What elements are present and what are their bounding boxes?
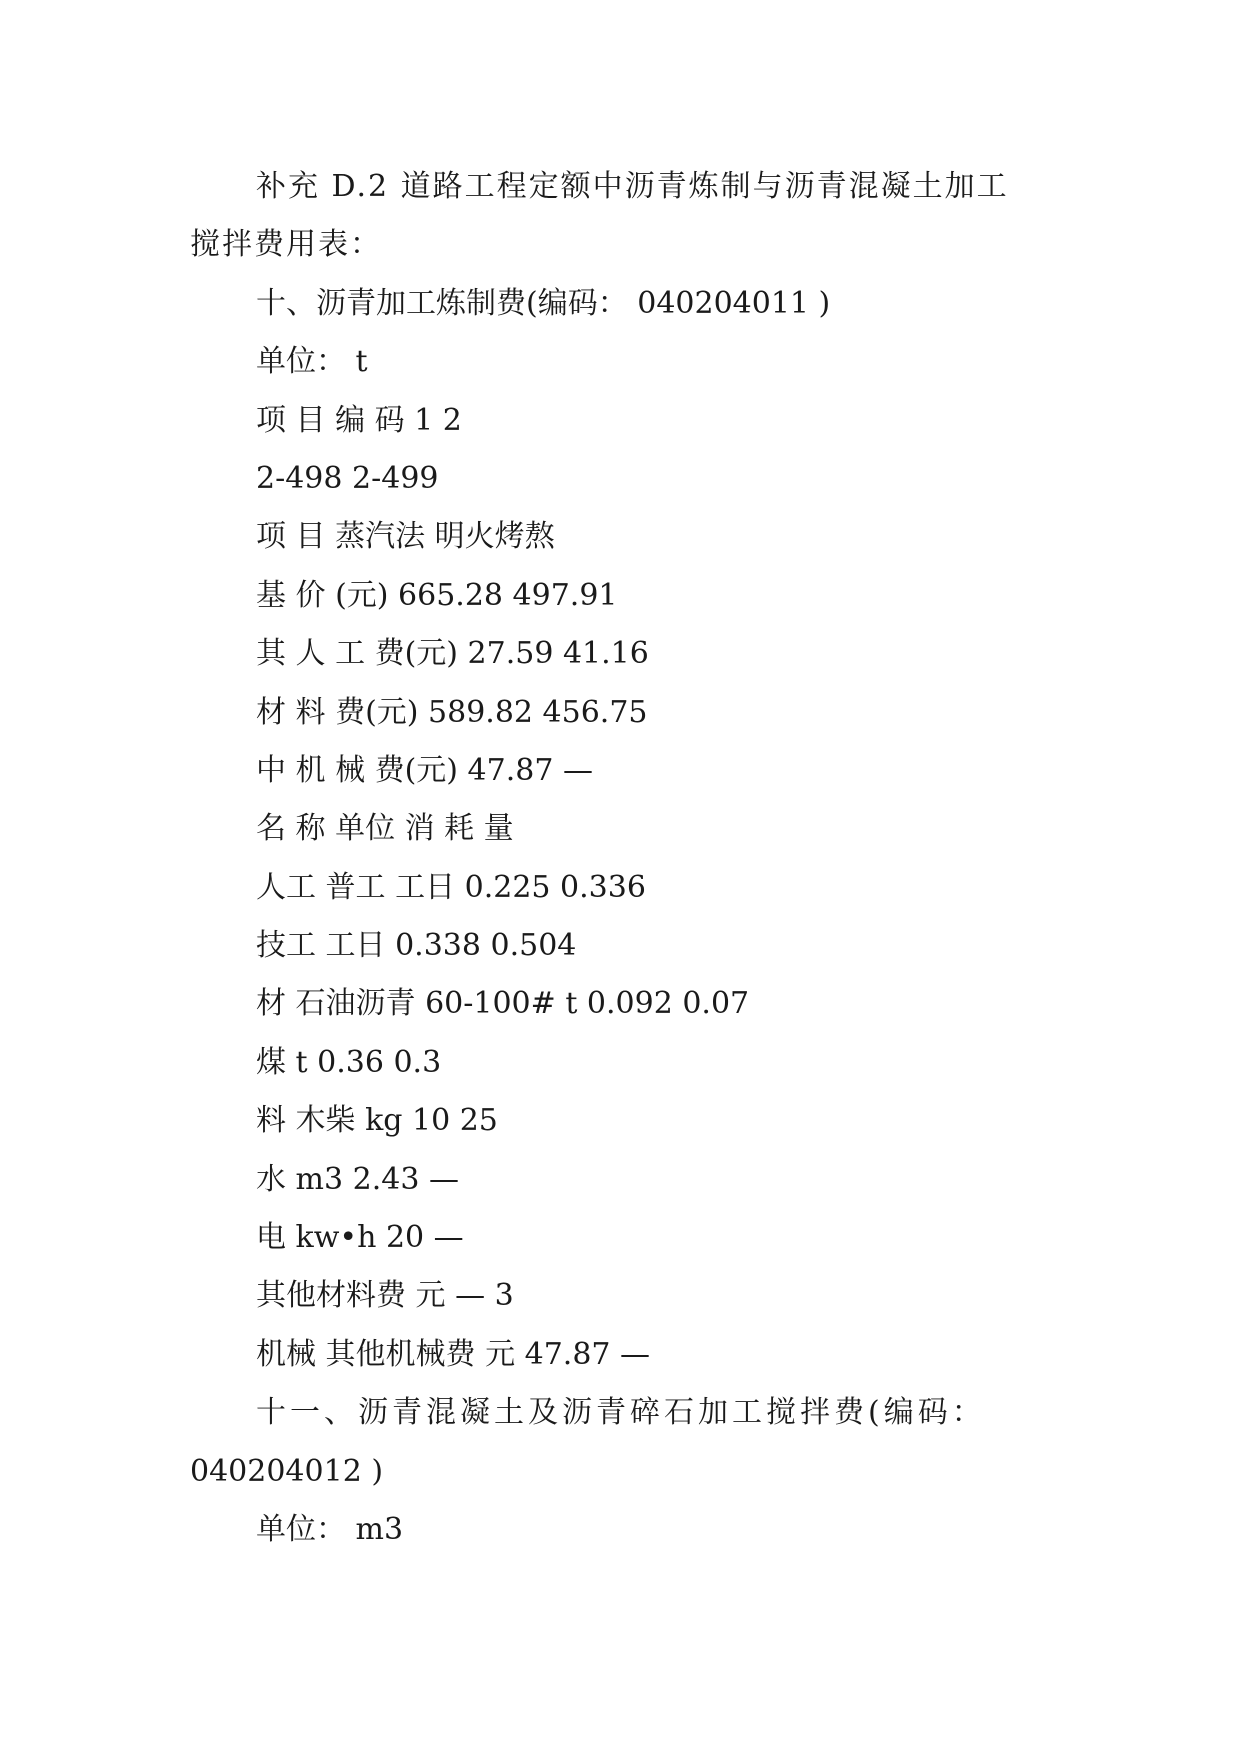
table-line: 煤 t 0.36 0.3	[256, 1044, 442, 1080]
intro-line-1: 补充 D.2 道路工程定额中沥青炼制与沥青混凝土加工	[256, 169, 1009, 204]
table-line: 技工 工日 0.338 0.504	[256, 928, 577, 964]
table-line: 其 人 工 费(元) 27.59 41.16	[256, 636, 649, 672]
section10-title: 十、沥青加工炼制费(编码： 040204011 )	[256, 285, 831, 321]
table-line: 材 料 费(元) 589.82 456.75	[256, 694, 648, 730]
section11-unit: 单位： m3	[256, 1511, 404, 1547]
table-line: 项 目 蒸汽法 明火烤熬	[256, 519, 555, 555]
table-line: 料 木柴 kg 10 25	[256, 1103, 498, 1139]
table-line: 电 kw•h 20 —	[256, 1220, 464, 1256]
table-line: 2-498 2-499	[256, 460, 439, 496]
table-line: 其他材料费 元 — 3	[256, 1278, 514, 1314]
table-line: 机械 其他机械费 元 47.87 —	[256, 1336, 651, 1372]
document-body	[190, 158, 1060, 1559]
table-line: 材 石油沥青 60-100# t 0.092 0.07	[256, 986, 750, 1022]
table-line: 名 称 单位 消 耗 量	[256, 811, 514, 847]
section11-title-line-1: 十一、沥青混凝土及沥青碎石加工搅拌费(编码：	[256, 1395, 986, 1431]
section11-title-line-2: 040204012 )	[190, 1453, 384, 1489]
intro-line-2: 搅拌费用表：	[190, 227, 382, 263]
table-line: 人工 普工 工日 0.225 0.336	[256, 869, 646, 905]
table-line: 基 价 (元) 665.28 497.91	[256, 577, 618, 613]
section10-unit: 单位： t	[256, 344, 368, 380]
table-line: 水 m3 2.43 —	[256, 1161, 459, 1197]
table-line: 项 目 编 码 1 2	[256, 402, 462, 438]
table-line: 中 机 械 费(元) 47.87 —	[256, 752, 593, 788]
